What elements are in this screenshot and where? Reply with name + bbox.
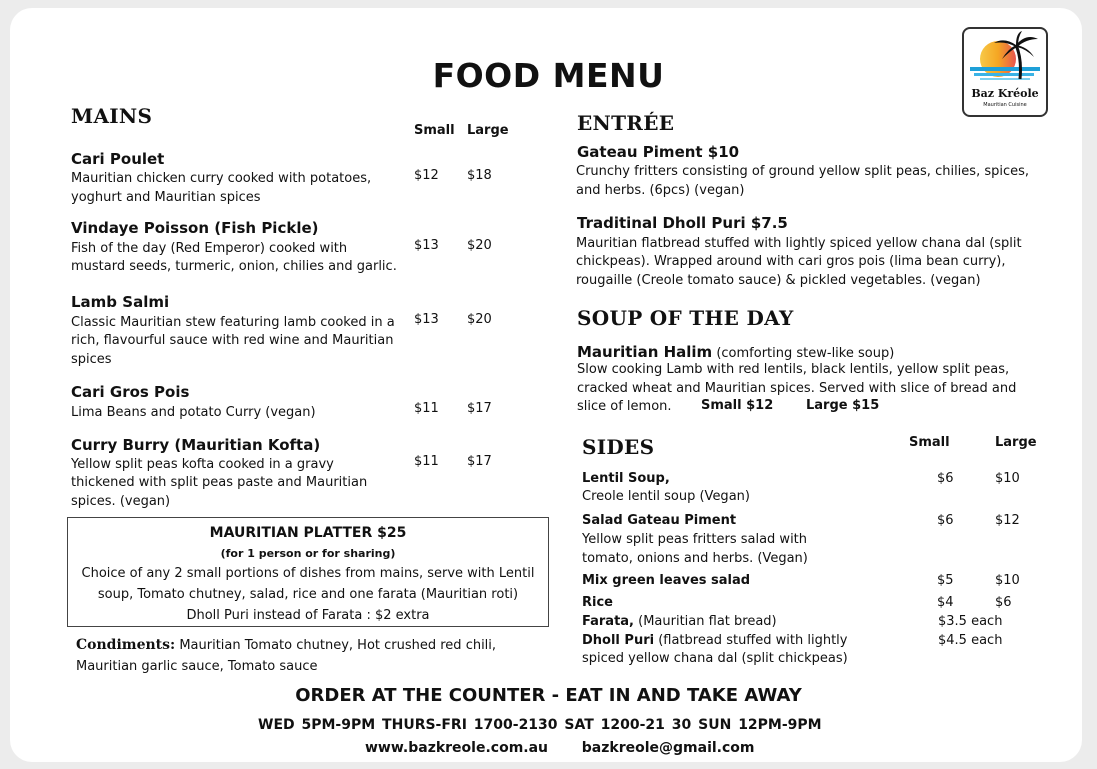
mains-col-small: Small <box>414 123 455 138</box>
soup-desc: Slow cooking Lamb with red lentils, black lentils, yellow split peas, <box>577 362 1010 377</box>
side-item-large-price: $12 <box>995 513 1020 528</box>
platter-desc: Choice of any 2 small portions of dishes from mains, serve with Lentil <box>81 566 535 581</box>
side-item-line <box>582 633 847 648</box>
side-item-large-price: $10 <box>995 471 1020 486</box>
side-item-desc: spiced yellow chana dal (split chickpeas) <box>582 651 848 666</box>
main-item-desc: Yellow split peas kofta cooked in a gravy <box>71 457 334 472</box>
main-item-desc: Mauritian chicken curry cooked with potatoes, <box>71 171 372 186</box>
side-item-small-price: $6 <box>937 471 954 486</box>
main-item-desc: mustard seeds, turmeric, onion, chilies and garlic. <box>71 259 397 274</box>
main-item-small-price: $12 <box>414 168 439 183</box>
side-item-name: Mix green leaves salad <box>582 573 751 588</box>
main-item-desc: rich, flavourful sauce with red wine and Mauritian <box>71 333 394 348</box>
palm-beach-icon <box>964 29 1046 87</box>
main-item-large-price: $17 <box>467 454 492 469</box>
entree-item-desc: and herbs. (6pcs) (vegan) <box>576 183 745 198</box>
sides-heading: SIDES <box>582 435 655 459</box>
mains-col-large: Large <box>467 123 509 138</box>
condiments-label: Condiments: <box>76 637 176 653</box>
condiments-text: Mauritian garlic sauce, Tomato sauce <box>76 659 318 674</box>
main-item-name: Lamb Salmi <box>71 293 170 311</box>
contact-line <box>365 740 755 756</box>
soup-heading: SOUP OF THE DAY <box>577 306 794 330</box>
website-link[interactable]: www.bazkreole.com.au <box>365 740 549 756</box>
side-item-small-price: $5 <box>937 573 954 588</box>
main-item-large-price: $20 <box>467 238 492 253</box>
main-item-name: Vindaye Poisson (Fish Pickle) <box>71 219 319 237</box>
side-item-desc: tomato, onions and herbs. (Vegan) <box>582 551 808 566</box>
main-item-small-price: $11 <box>414 454 439 469</box>
entree-item-desc: rougaille (Creole tomato sauce) & pickled vegetables. (vegan) <box>576 273 981 288</box>
side-item-name: Rice <box>582 595 613 610</box>
side-item-desc: Creole lentil soup (Vegan) <box>582 489 750 504</box>
side-item-each-price: $4.5 each <box>938 633 1003 648</box>
side-item-large-price: $6 <box>995 595 1012 610</box>
soup-small-price: Small $12 <box>701 398 774 413</box>
opening-hours: WED 5PM-9PM THURS-FRI 1700-2130 SAT 1200-21 30 SUN 12PM-9PM <box>258 717 822 733</box>
main-item-desc: spices. (vegan) <box>71 494 171 509</box>
main-item-large-price: $18 <box>467 168 492 183</box>
side-item-desc: Yellow split peas fritters salad with <box>582 532 808 547</box>
platter-desc: soup, Tomato chutney, salad, rice and one farata (Mauritian roti) <box>97 587 519 602</box>
sides-col-small: Small <box>909 435 950 450</box>
platter-title: MAURITIAN PLATTER $25 <box>209 525 407 541</box>
main-item-desc: thickened with split peas paste and Mauritian <box>71 475 368 490</box>
side-item-line <box>582 614 777 629</box>
soup-desc: cracked wheat and Mauritian spices. Served with slice of bread and <box>577 381 1017 396</box>
platter-subtitle: (for 1 person or for sharing) <box>220 547 396 560</box>
soup-name: Mauritian Halim <box>577 343 713 361</box>
soup-large-price: Large $15 <box>806 398 880 413</box>
email-link[interactable]: bazkreole@gmail.com <box>581 740 755 756</box>
main-item-small-price: $13 <box>414 312 439 327</box>
main-item-name: Cari Gros Pois <box>71 383 190 401</box>
mains-heading: MAINS <box>71 104 153 128</box>
soup-note: (comforting stew-like soup) <box>712 346 895 361</box>
sides-col-large: Large <box>995 435 1037 450</box>
brand-logo <box>962 27 1048 117</box>
side-item-name: Farata, <box>582 614 634 629</box>
side-item-note: (flatbread stuffed with lightly <box>654 633 848 648</box>
side-item-small-price: $4 <box>937 595 954 610</box>
entree-item-desc: chickpeas). Wrapped around with cari gros pois (lima bean curry), <box>576 254 1006 269</box>
main-item-small-price: $13 <box>414 238 439 253</box>
main-item-desc: yoghurt and Mauritian spices <box>71 190 261 205</box>
condiments-line <box>76 637 496 653</box>
side-item-small-price: $6 <box>937 513 954 528</box>
side-item-note: (Mauritian flat bread) <box>634 614 777 629</box>
soup-desc: slice of lemon. <box>577 399 672 414</box>
page-title: FOOD MENU <box>432 56 665 95</box>
main-item-small-price: $11 <box>414 401 439 416</box>
logo-subtitle: Mauritian Cuisine <box>983 102 1027 108</box>
soup-name-line <box>577 342 894 361</box>
logo-name: Baz Kréole <box>971 87 1039 100</box>
entree-heading: ENTRÉE <box>577 111 675 135</box>
main-item-desc: spices <box>71 352 112 367</box>
main-item-large-price: $20 <box>467 312 492 327</box>
condiments-text: Mauritian Tomato chutney, Hot crushed red chili, <box>175 638 497 653</box>
side-item-name: Dholl Puri <box>582 633 655 648</box>
order-banner: ORDER AT THE COUNTER - EAT IN AND TAKE AWAY <box>295 685 802 706</box>
main-item-desc: Fish of the day (Red Emperor) cooked with <box>71 241 348 256</box>
main-item-desc: Lima Beans and potato Curry (vegan) <box>71 405 316 420</box>
main-item-name: Cari Poulet <box>71 150 165 168</box>
entree-item-desc: Mauritian flatbread stuffed with lightly spiced yellow chana dal (split <box>576 236 1022 251</box>
side-item-large-price: $10 <box>995 573 1020 588</box>
side-item-name: Lentil Soup, <box>582 471 670 486</box>
platter-extra: Dholl Puri instead of Farata : $2 extra <box>186 608 430 623</box>
side-item-name: Salad Gateau Piment <box>582 513 737 528</box>
main-item-desc: Classic Mauritian stew featuring lamb cooked in a <box>71 315 395 330</box>
platter-box <box>67 517 549 627</box>
main-item-large-price: $17 <box>467 401 492 416</box>
main-item-name: Curry Burry (Mauritian Kofta) <box>71 436 321 454</box>
entree-item-desc: Crunchy fritters consisting of ground yellow split peas, chilies, spices, <box>576 164 1030 179</box>
entree-item-name: Gateau Piment $10 <box>577 143 740 161</box>
side-item-each-price: $3.5 each <box>938 614 1003 629</box>
entree-item-name: Traditinal Dholl Puri $7.5 <box>577 214 788 232</box>
